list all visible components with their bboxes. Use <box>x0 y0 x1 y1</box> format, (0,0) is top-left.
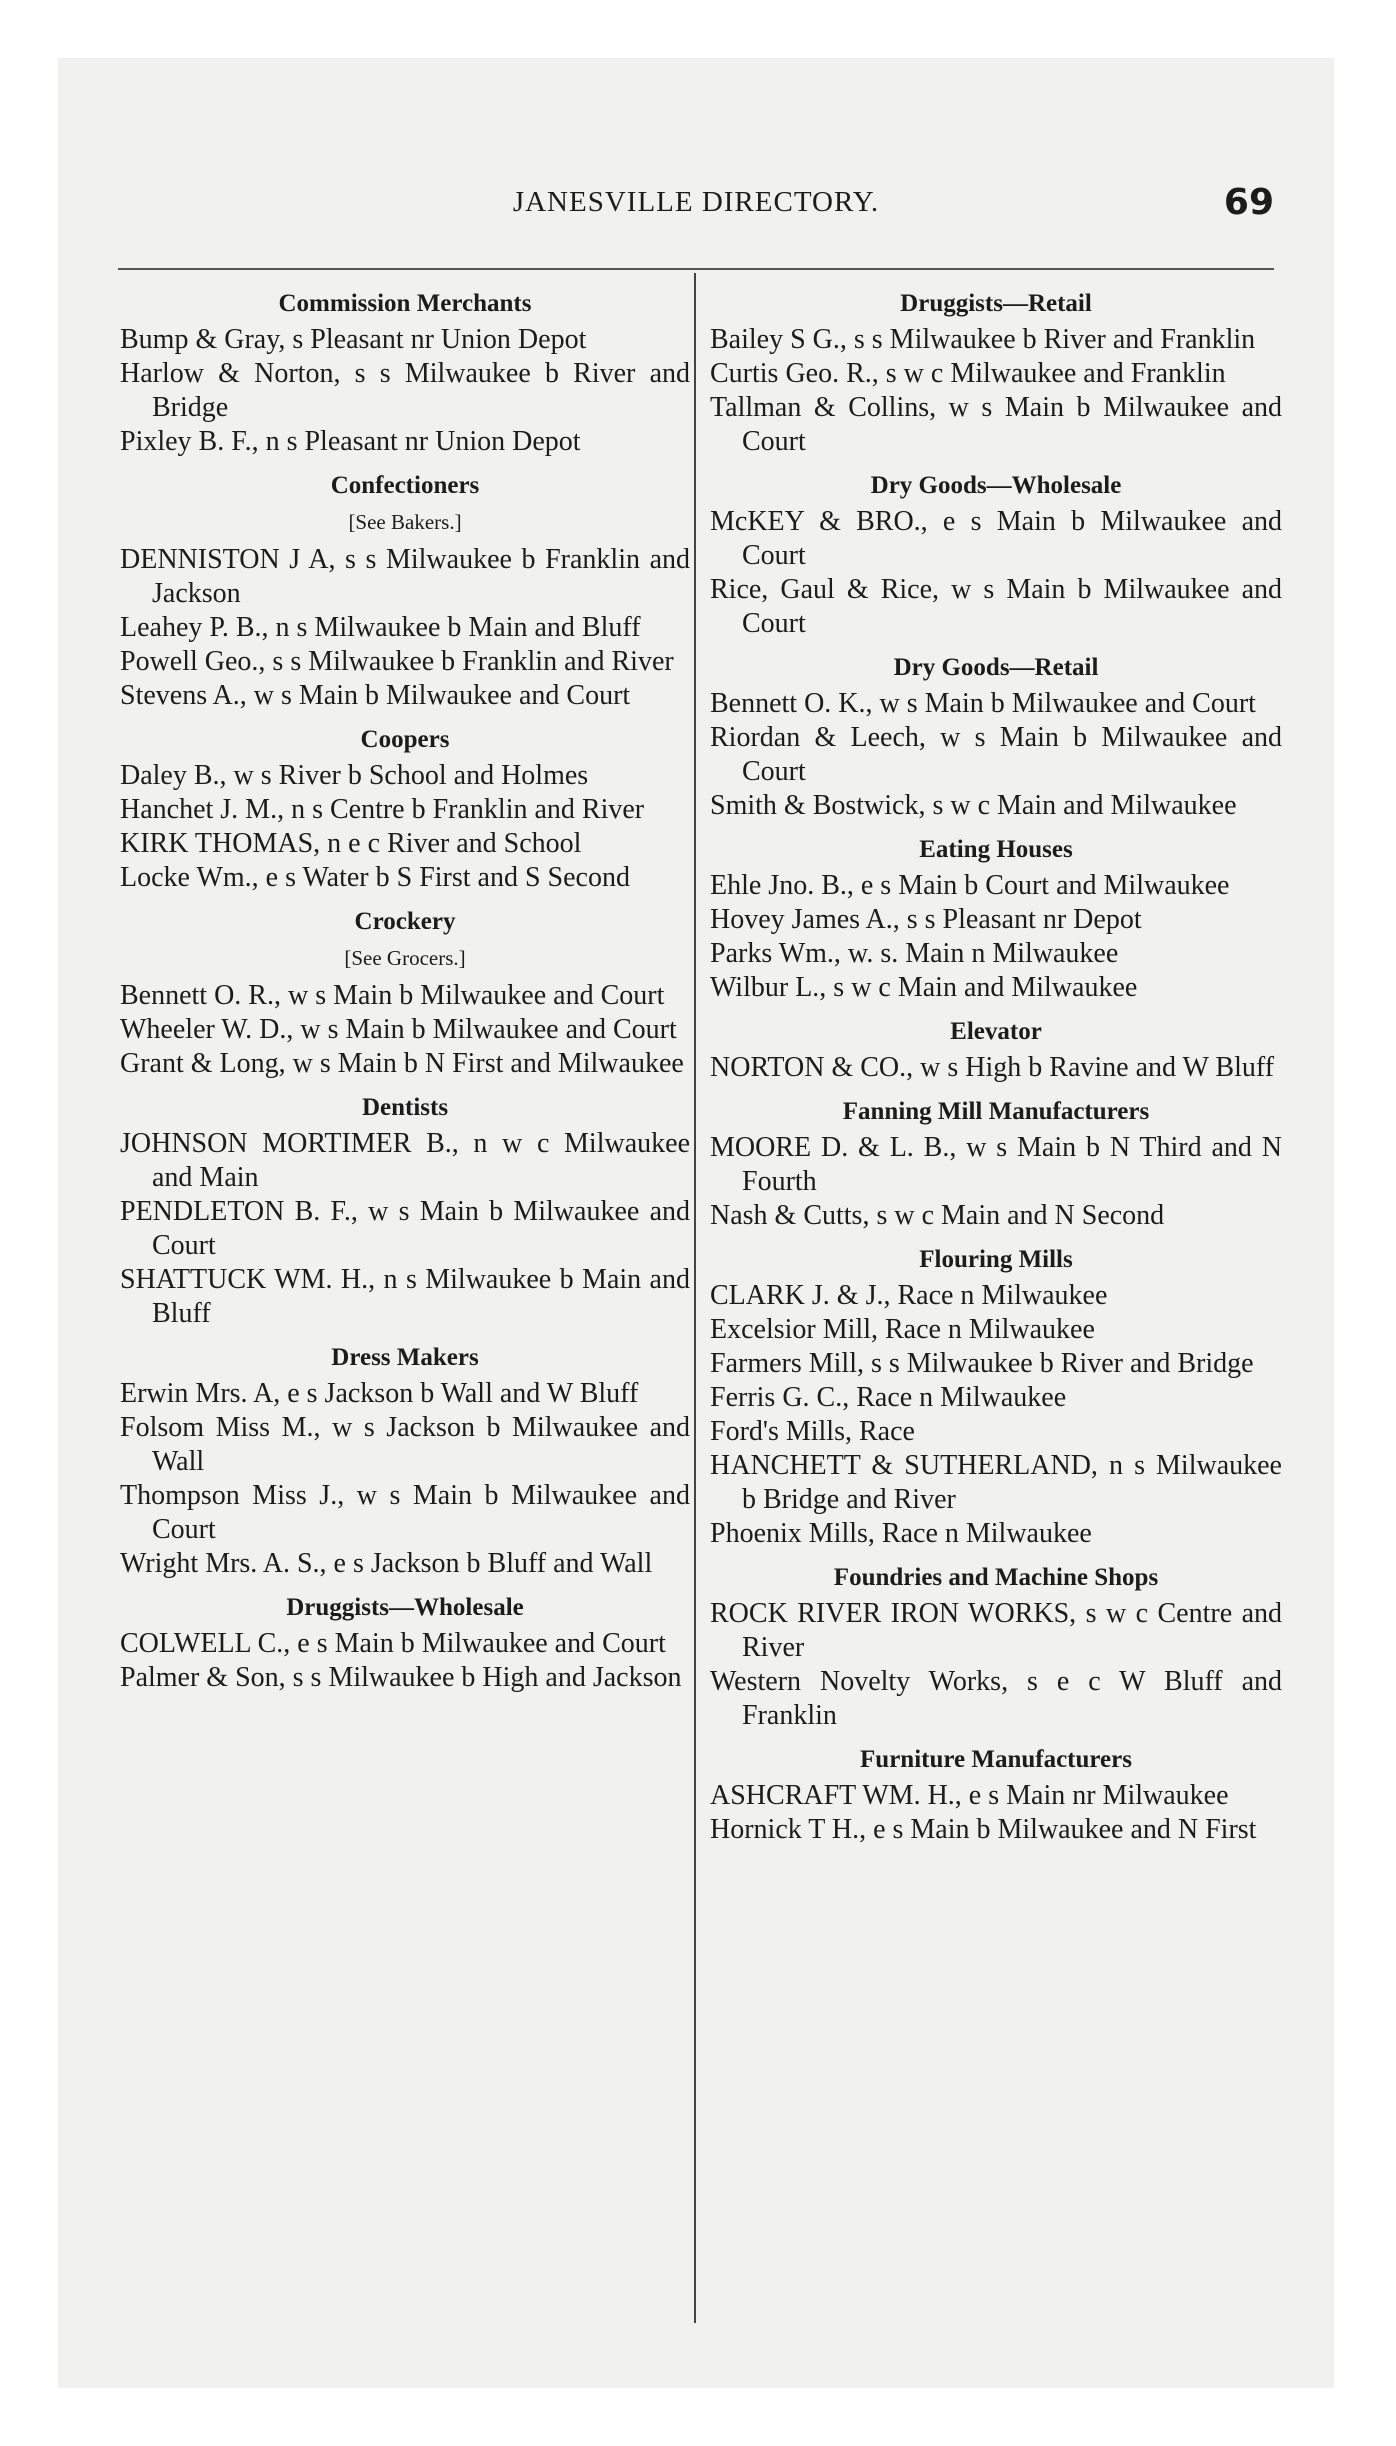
directory-entry: Grant & Long, w s Main b N First and Milwaukee <box>120 1048 684 1079</box>
header-rule <box>118 268 1274 270</box>
directory-entry: PENDLETON B. F., w s Main b Milwaukee and Court <box>120 1196 690 1261</box>
page-header <box>58 182 1334 246</box>
directory-entry: Erwin Mrs. A, e s Jackson b Wall and W Bluff <box>120 1378 639 1409</box>
directory-section <box>120 723 690 895</box>
directory-entry: COLWELL C., e s Main b Milwaukee and Court <box>120 1628 666 1659</box>
directory-entry: Powell Geo., s s Milwaukee b Franklin and River <box>120 646 674 677</box>
directory-section <box>120 469 690 713</box>
directory-entry: DENNISTON J A, s s Milwaukee b Franklin and Jackson <box>120 544 690 609</box>
directory-entry: Wheeler W. D., w s Main b Milwaukee and Court <box>120 1014 677 1045</box>
directory-entry: NORTON & CO., w s High b Ravine and W Bluff <box>710 1052 1275 1083</box>
directory-section <box>710 469 1282 641</box>
directory-entry: Bennett O. R., w s Main b Milwaukee and Court <box>120 980 665 1011</box>
section-heading: Confectioners <box>330 472 480 499</box>
directory-entry: CLARK J. & J., Race n Milwaukee <box>710 1280 1108 1311</box>
directory-section <box>120 1341 690 1581</box>
directory-entry: MOORE D. & L. B., w s Main b N Third and N Fourth <box>710 1132 1282 1197</box>
section-heading: Commission Merchants <box>278 290 532 317</box>
directory-section <box>710 1561 1282 1733</box>
directory-entry: Bennett O. K., w s Main b Milwaukee and Court <box>710 688 1256 719</box>
directory-section <box>710 1015 1282 1085</box>
section-note: [See Grocers.] <box>344 946 466 970</box>
directory-entry: Pixley B. F., n s Pleasant nr Union Depot <box>120 426 581 457</box>
directory-entry: SHATTUCK WM. H., n s Milwaukee b Main and Bluff <box>120 1264 690 1329</box>
directory-entry: McKEY & BRO., e s Main b Milwaukee and Court <box>710 506 1282 571</box>
directory-entry: Folsom Miss M., w s Jackson b Milwaukee and Wall <box>120 1412 690 1477</box>
running-title: JANESVILLE DIRECTORY. <box>512 186 880 218</box>
section-heading: Dry Goods—Retail <box>893 654 1099 681</box>
directory-entry: Daley B., w s River b School and Holmes <box>120 760 589 791</box>
directory-entry: Wright Mrs. A. S., e s Jackson b Bluff and Wall <box>120 1548 653 1579</box>
directory-entry: Ford's Mills, Race <box>710 1416 915 1447</box>
directory-entry: Smith & Bostwick, s w c Main and Milwaukee <box>710 790 1237 821</box>
directory-entry: HANCHETT & SUTHERLAND, n s Milwaukee b Bridge and River <box>710 1450 1282 1515</box>
directory-entry: Harlow & Norton, s s Milwaukee b River and Bridge <box>120 358 690 423</box>
directory-entry: Locke Wm., e s Water b S First and S Second <box>120 862 630 893</box>
directory-entry: KIRK THOMAS, n e c River and School <box>120 828 582 859</box>
directory-section <box>710 651 1282 823</box>
directory-entry: Curtis Geo. R., s w c Milwaukee and Franklin <box>710 358 1226 389</box>
section-heading: Dry Goods—Wholesale <box>870 472 1122 499</box>
directory-entry: Bailey S G., s s Milwaukee b River and Franklin <box>710 324 1256 355</box>
directory-entry: Hovey James A., s s Pleasant nr Depot <box>710 904 1142 935</box>
directory-section <box>120 905 690 1081</box>
directory-entry: Bump & Gray, s Pleasant nr Union Depot <box>120 324 587 355</box>
section-heading: Druggists—Wholesale <box>286 1594 524 1621</box>
directory-page <box>58 58 1334 2388</box>
directory-entry: Stevens A., w s Main b Milwaukee and Court <box>120 680 631 711</box>
directory-entry: Western Novelty Works, s e c W Bluff and Franklin <box>710 1666 1282 1731</box>
directory-entry: Leahey P. B., n s Milwaukee b Main and Bluff <box>120 612 641 643</box>
section-heading: Foundries and Machine Shops <box>833 1564 1159 1591</box>
directory-entry: JOHNSON MORTIMER B., n w c Milwaukee and Main <box>120 1128 690 1193</box>
section-heading: Druggists—Retail <box>900 290 1092 317</box>
directory-entry: Farmers Mill, s s Milwaukee b River and Bridge <box>710 1348 1254 1379</box>
directory-section <box>120 1091 690 1331</box>
directory-entry: Rice, Gaul & Rice, w s Main b Milwaukee and Court <box>710 574 1282 639</box>
section-heading: Coopers <box>360 726 450 753</box>
directory-section <box>120 1591 690 1695</box>
directory-entry: Excelsior Mill, Race n Milwaukee <box>710 1314 1095 1345</box>
directory-entry: Palmer & Son, s s Milwaukee b High and Jackson <box>120 1662 682 1693</box>
section-heading: Eating Houses <box>919 836 1073 863</box>
right-column <box>710 283 1282 1857</box>
directory-section <box>710 1095 1282 1233</box>
directory-entry: Nash & Cutts, s w c Main and N Second <box>710 1200 1165 1231</box>
section-heading: Fanning Mill Manufacturers <box>842 1098 1150 1125</box>
directory-section <box>710 1743 1282 1847</box>
directory-section <box>710 1243 1282 1551</box>
section-heading: Dentists <box>361 1094 449 1121</box>
directory-entry: Ferris G. C., Race n Milwaukee <box>710 1382 1067 1413</box>
left-column <box>120 283 690 1705</box>
directory-entry: Tallman & Collins, w s Main b Milwaukee and Court <box>710 392 1282 457</box>
directory-entry: Riordan & Leech, w s Main b Milwaukee and Court <box>710 722 1282 787</box>
directory-entry: Wilbur L., s w c Main and Milwaukee <box>710 972 1138 1003</box>
directory-entry: Phoenix Mills, Race n Milwaukee <box>710 1518 1092 1549</box>
page-number: 69 <box>1223 182 1274 223</box>
directory-section <box>710 287 1282 459</box>
directory-entry: Hornick T H., e s Main b Milwaukee and N First <box>710 1814 1257 1845</box>
section-heading: Flouring Mills <box>919 1246 1073 1273</box>
directory-entry: ROCK RIVER IRON WORKS, s w c Centre and River <box>710 1598 1282 1663</box>
directory-entry: Thompson Miss J., w s Main b Milwaukee and Court <box>120 1480 690 1545</box>
section-heading: Dress Makers <box>331 1344 479 1371</box>
column-divider <box>694 273 696 2323</box>
directory-entry: Ehle Jno. B., e s Main b Court and Milwaukee <box>710 870 1230 901</box>
section-note: [See Bakers.] <box>348 510 462 534</box>
section-heading: Furniture Manufacturers <box>860 1746 1132 1773</box>
directory-section <box>710 833 1282 1005</box>
section-heading: Crockery <box>354 908 456 935</box>
directory-entry: ASHCRAFT WM. H., e s Main nr Milwaukee <box>710 1780 1229 1811</box>
section-heading: Elevator <box>950 1018 1042 1045</box>
directory-entry: Parks Wm., w. s. Main n Milwaukee <box>710 938 1119 969</box>
directory-section <box>120 287 690 459</box>
directory-entry: Hanchet J. M., n s Centre b Franklin and River <box>120 794 645 825</box>
